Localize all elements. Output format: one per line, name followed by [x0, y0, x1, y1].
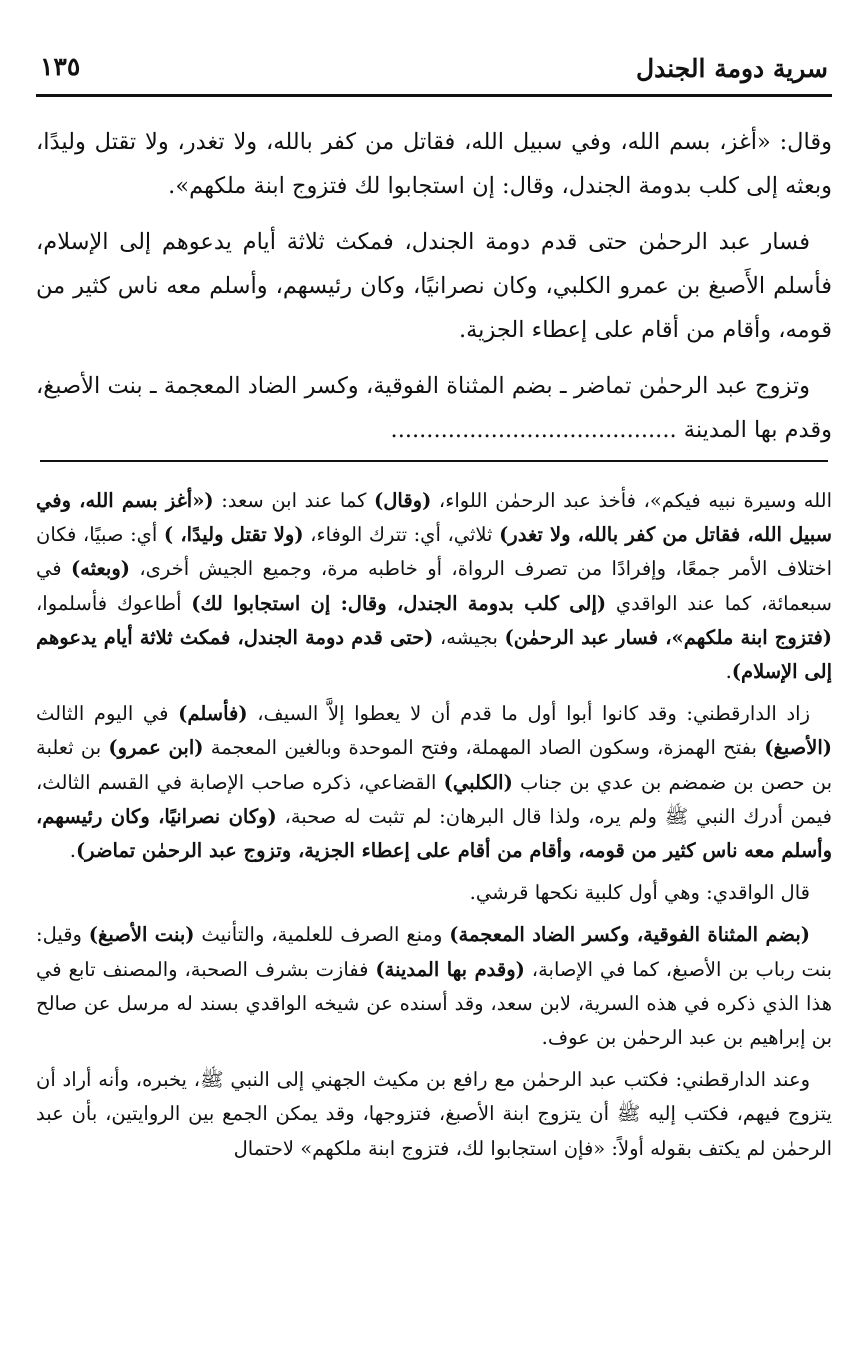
main-paragraph-1: وقال: «أغز، بسم الله، وفي سبيل الله، فقاتل من كفر بالله، ولا تغدر، ولا تقتل وليدًا، وبعثه إلى كلب بدومة الجندل، وقال: إن استجابوا لك فتزوج ابنة ملكهم».: [36, 129, 832, 199]
commentary-text: في اليوم الثالث: [36, 702, 179, 726]
quoted-text: (وكان نصرانيًا، وكان رئيسهم، وأسلم معه ناس كثير من قومه، وأقام من أقام على إعطاء الجزية، وتزوج عبد الرحمٰن تماضر): [36, 804, 832, 863]
commentary-text: كما عند ابن سعد:: [213, 489, 375, 512]
commentary-paragraph-3: قال الواقدي: وهي أول كلبية نكحها قرشي.: [469, 881, 810, 905]
commentary-text: بجيشه،: [433, 625, 505, 649]
commentary-text: أطاعوك فأسلموا،: [36, 591, 192, 615]
commentary-text: أي: صبيًا، فكان اختلاف الأمر جمعًا، وإفرادًا من تصرف الرواة، أو خاطبه مرة، وجميع الجيش أخرى،: [36, 523, 832, 581]
quoted-text: (إلى كلب بدومة الجندل، وقال: إن استجابوا لك): [191, 591, 607, 615]
commentary-text: القضاعي، ذكره صاحب الإصابة في القسم الثالث، فيمن أدرك النبي ﷺ ولم يره، ولذا قال البرهان: لم تثبت له صحبة،: [36, 770, 832, 828]
commentary-text: بن ثعلبة بن حصن بن ضمضم بن عدي بن جناب: [36, 736, 833, 794]
quoted-text: (وبعثه): [70, 557, 130, 581]
commentary-text: .: [69, 839, 76, 863]
commentary-paragraph-2: [36, 697, 832, 868]
main-text: [36, 120, 832, 464]
quoted-text: (بضم المثناة الفوقية، وكسر الضاد المعجمة): [449, 923, 810, 947]
quoted-text: (ابن عمرو): [108, 736, 204, 760]
commentary-paragraph-5: وعند الدارقطني: فكتب عبد الرحمٰن مع رافع بن مكيث الجهني إلى النبي ﷺ، يخبره، وأنه أراد أن يتزوج فيهم، فكتب إليه ﷺ أن يتزوج ابنة الأصبغ، فتزوجها، وقد يمكن الجمع بين الروايتين، بأن عبد الرحمٰن لم يكتف بقوله أولاً: «فإن استجابوا لك، فتزوج ابنة ملكهم» لاحتمال: [36, 1068, 832, 1160]
quoted-text: («أغز بسم الله، وفي سبيل الله، فقاتل من كفر بالله، ولا تغدر): [36, 489, 832, 547]
commentary-text: زاد الدارقطني: وقد كانوا أبوا أول ما قدم أن لا يعطوا إلاَّ السيف،: [247, 702, 810, 726]
commentary-paragraph-4: [36, 918, 832, 1055]
commentary-text: وقيل: بنت رباب بن الأصبغ، كما في الإصابة،: [36, 923, 833, 981]
commentary-text: ثلاثي، أي: تترك الوفاء،: [303, 523, 500, 547]
quoted-text: (حتى قدم دومة الجندل، فمكث ثلاثة أيام يدعوهم إلى الإسلام): [36, 625, 832, 684]
main-paragraph-2: فسار عبد الرحمٰن حتى قدم دومة الجندل، فمكث ثلاثة أيام يدعوهم إلى الإسلام، فأسلم الأَصبغ بن عمرو الكلبي، وكان نصرانيًا، وكان رئيسهم، وأسلم معه ناس كثير من قومه، وأقام من أقام على إعطاء الجزية.: [36, 229, 832, 343]
commentary-text: ففازت بشرف الصحبة، والمصنف تابع في هذا الذي ذكره في هذه السرية، لابن سعد، وقد أسنده عن شيخه الواقدي بسند له مرسل عن صالح بن إبراهيم بن عبد الرحمٰن بن عوف.: [36, 957, 832, 1050]
quoted-text: (الأصبغ): [764, 736, 832, 760]
commentary-text: .: [725, 660, 732, 684]
running-header: [36, 46, 832, 97]
chapter-title: سرية دومة الجندل: [635, 54, 828, 83]
main-paragraph-3: [36, 364, 832, 452]
quoted-text: (ولا تقتل وليدًا، ): [163, 523, 304, 547]
commentary-paragraph-1: [36, 484, 832, 689]
quoted-text: (بنت الأصبغ): [88, 923, 195, 947]
commentary-text: ومنع الصرف للعلمية، والتأنيث: [194, 923, 450, 947]
commentary-text: بفتح الهمزة، وسكون الصاد المهملة، وفتح الموحدة وبالغين المعجمة: [203, 736, 765, 760]
quoted-text: (وقال): [374, 489, 432, 512]
main-paragraph-3-text: وتزوج عبد الرحمٰن تماضر ـ بضم المثناة الفوقية، وكسر الضاد المعجمة ـ بنت الأصبغ، وقدم بها المدينة: [36, 373, 832, 443]
continuation-dots: ........................................: [390, 417, 677, 443]
commentary: [36, 484, 832, 1174]
commentary-text: في سبعمائة، كما عند الواقدي: [36, 557, 832, 615]
quoted-text: (وقدم بها المدينة): [375, 957, 525, 981]
quoted-text: (الكلبي): [443, 770, 513, 794]
footnote-divider: [40, 460, 828, 462]
quoted-text: (فأسلم): [178, 702, 248, 726]
page-number: ١٣٥: [40, 52, 81, 81]
commentary-text: الله وسيرة نبيه فيكم»، فأخذ عبد الرحمٰن اللواء،: [431, 489, 832, 512]
quoted-text: (فتزوج ابنة ملكهم»، فسار عبد الرحمٰن): [504, 625, 832, 649]
